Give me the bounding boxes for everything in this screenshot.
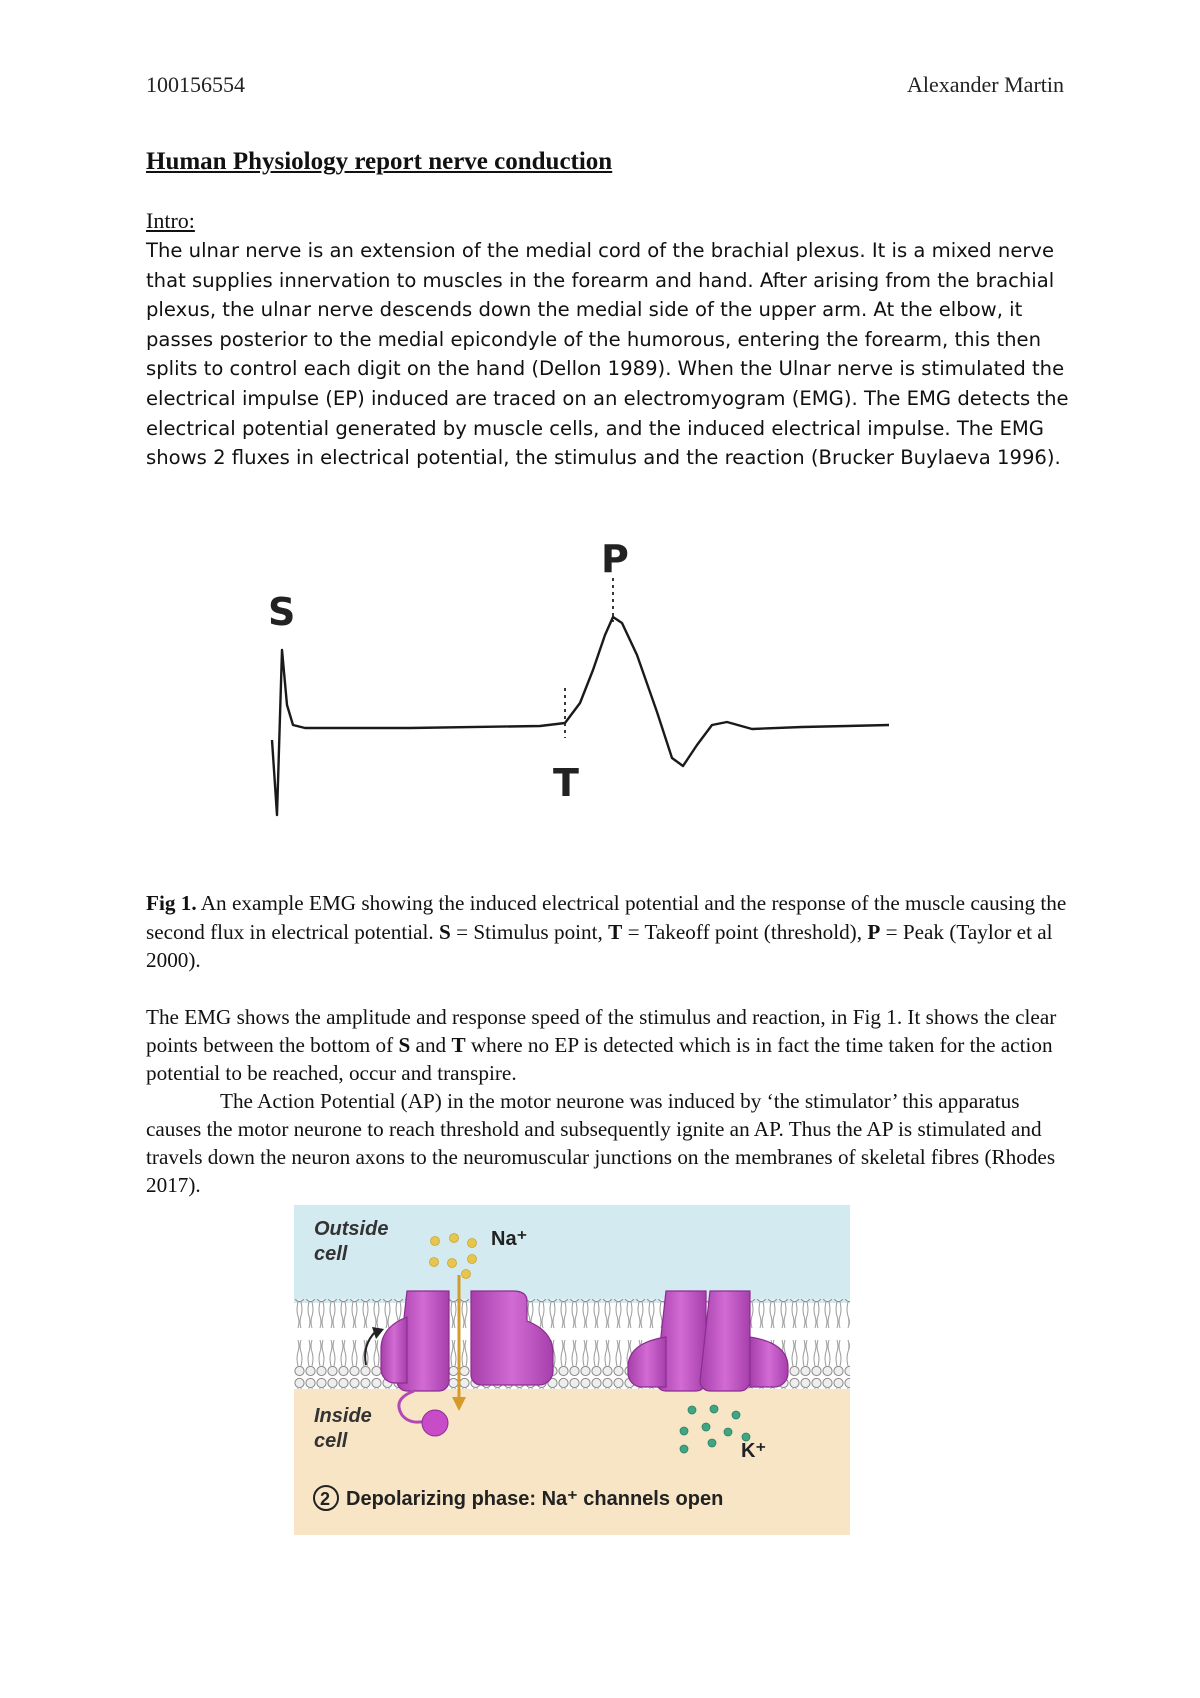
para1-s-key: S bbox=[398, 1033, 411, 1057]
para1-text-1: The EMG shows the amplitude and response speed of the stimulus and reaction, in Fig 1. It shows the clear points between the bottom of bbox=[146, 1005, 1057, 1057]
label-outside-cell-2: cell bbox=[314, 1243, 348, 1265]
para1-text-2: and bbox=[410, 1033, 452, 1057]
figure1-caption-text-3: = Takeoff point (threshold), bbox=[622, 919, 868, 944]
intro-heading: Intro: bbox=[146, 208, 195, 233]
figure1-caption-text-2: = Stimulus point, bbox=[450, 919, 609, 944]
sodium-channel-figure bbox=[294, 1205, 850, 1535]
report-title: Human Physiology report nerve conduction bbox=[146, 148, 613, 175]
label-inside-cell-1: Inside bbox=[314, 1405, 372, 1427]
figure1-caption-text-4: = Peak (Taylor et al 2000). bbox=[146, 919, 1053, 972]
label-outside-cell-1: Outside bbox=[314, 1218, 389, 1240]
cytoplasm-region bbox=[294, 1389, 850, 1535]
step-number: 2 bbox=[320, 1489, 331, 1509]
para1-text-3: where no EP is detected which is in fact the time taken for the action potential to be reached, occur and transpire. bbox=[146, 1033, 1053, 1085]
header-student-id: 100156554 bbox=[146, 72, 245, 97]
figure1-caption-label: Fig 1. bbox=[146, 891, 197, 915]
emg-label-stimulus: S bbox=[268, 590, 296, 634]
intro-paragraph: The ulnar nerve is an extension of the medial cord of the brachial plexus. It is a mixed nerve that supplies innervation to muscles in the forearm and hand. After arising from the brachial plexus, the ulnar nerve descends down the medial side of the upper arm. At the elbow, it passes posterior to the medial epicondyle of the humorous, entering the forearm, this then splits to control each digit on the hand (Dellon 1989). When the Ulnar nerve is stimulated the electrical impulse (EP) induced are traced on an electromyogram (EMG). The EMG detects the electrical potential generated by muscle cells, and the induced electrical impulse. The EMG shows 2 fluxes in electrical potential, the stimulus and the reaction (Brucker Buylaeva 1996). bbox=[146, 239, 1069, 470]
body-paragraph-1 bbox=[146, 1003, 1076, 1087]
figure2-caption: Depolarizing phase: Na⁺ channels open bbox=[346, 1488, 724, 1510]
figure1-caption bbox=[146, 889, 1076, 975]
figure1-caption-t-key: T bbox=[608, 919, 623, 944]
emg-trace bbox=[272, 617, 889, 815]
header-author: Alexander Martin bbox=[907, 72, 1064, 97]
para1-t-key: T bbox=[451, 1033, 466, 1057]
emg-figure bbox=[260, 540, 980, 870]
emg-label-takeoff: T bbox=[553, 761, 579, 805]
body-paragraph-2: The Action Potential (AP) in the motor neurone was induced by ‘the stimulator’ this apparatus causes the motor neurone to reach threshold and subsequently ignite an AP. Thus the AP is stimulated and travels down the neuron axons to the neuromuscular junctions on the membranes of skeletal fibres (Rhodes 2017). bbox=[146, 1089, 1056, 1197]
emg-label-peak: P bbox=[601, 540, 629, 581]
figure1-caption-s-key: S bbox=[438, 919, 451, 944]
label-inside-cell-2: cell bbox=[314, 1430, 348, 1452]
label-potassium-ion: K⁺ bbox=[741, 1440, 766, 1462]
label-sodium-ion: Na⁺ bbox=[491, 1228, 528, 1250]
figure1-caption-p-key: P bbox=[867, 919, 881, 944]
figure1-caption-text-1: An example EMG showing the induced electrical potential and the response of the muscle causing the second flux in electrical potential. bbox=[146, 891, 1067, 944]
